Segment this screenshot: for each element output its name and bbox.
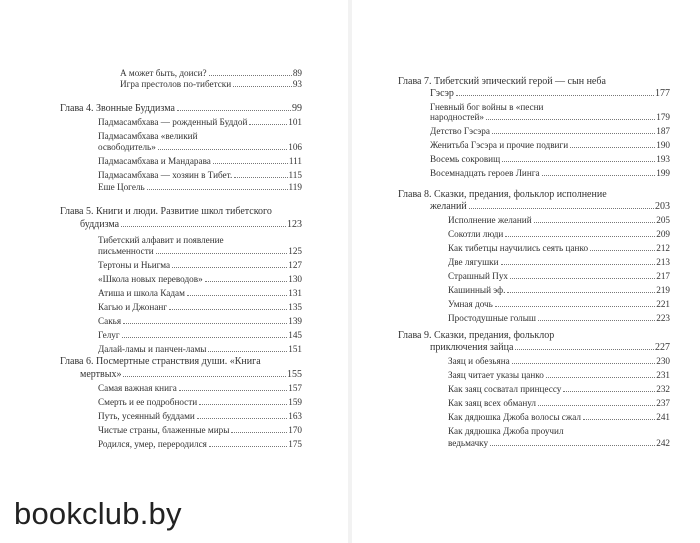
toc-entry — [448, 257, 670, 268]
page-number: 123 — [287, 219, 302, 230]
chapter-line — [430, 88, 670, 99]
dot-leader — [187, 295, 287, 296]
toc-entry — [448, 285, 670, 296]
toc-entry — [448, 384, 670, 395]
dot-leader — [123, 376, 286, 377]
page-number: 155 — [287, 369, 302, 380]
toc-entry — [98, 182, 302, 193]
chapter-line: Глава 8. Сказки, предания, фольклор исполнение — [398, 189, 607, 200]
page-number: 170 — [288, 425, 302, 435]
page-number: 145 — [288, 330, 302, 340]
page-number: 139 — [288, 316, 302, 326]
entry-title: Как заяц всех обманул — [448, 398, 537, 408]
page-number: 217 — [656, 271, 670, 281]
entry-title: Кагью и Джонанг — [98, 302, 168, 312]
dot-leader — [234, 177, 287, 178]
toc-entry — [98, 425, 302, 436]
dot-leader — [158, 149, 287, 150]
page-number: 212 — [656, 243, 670, 253]
page-number: 125 — [288, 246, 302, 256]
page-number: 205 — [656, 215, 670, 225]
page-number: 99 — [292, 103, 302, 114]
page-number: 106 — [288, 142, 302, 152]
chapter-line: Глава 5. Книги и люди. Развитие школ тибетского — [60, 206, 272, 217]
toc-entry — [98, 383, 302, 394]
toc-entry — [430, 126, 670, 137]
dot-leader — [512, 363, 656, 364]
page-number: 242 — [656, 438, 670, 448]
page-number: 213 — [656, 257, 670, 267]
dot-leader — [469, 208, 654, 209]
toc-entry — [448, 215, 670, 226]
page-number: 230 — [656, 356, 670, 366]
toc-entry: Падмасамбхава «великий — [98, 131, 198, 141]
page-number: 119 — [288, 182, 302, 192]
entry-title: Падмасамбхава и Мандарава — [98, 156, 211, 166]
dot-leader — [495, 306, 655, 307]
toc-entry — [98, 156, 302, 167]
entry-title: Как дядюшка Джоба волосы сжал — [448, 412, 581, 422]
dot-leader — [172, 267, 287, 268]
toc-entry — [448, 370, 670, 381]
chapter-line — [60, 103, 302, 114]
entry-title: Путь, усеянный буддами — [98, 411, 195, 421]
entry-title: Две лягушки — [448, 257, 499, 267]
toc-entry — [448, 243, 670, 254]
page-number: 179 — [656, 112, 670, 122]
dot-leader — [121, 226, 286, 227]
dot-leader — [456, 95, 654, 96]
page-number: 219 — [656, 285, 670, 295]
toc-entry — [448, 356, 670, 367]
page-number: 175 — [288, 439, 302, 449]
dot-leader — [208, 351, 287, 352]
dot-leader — [123, 323, 287, 324]
dot-leader — [179, 390, 287, 391]
toc-entry — [98, 439, 302, 450]
page-number: 221 — [656, 299, 670, 309]
toc-entry: Гневный бог войны в «песни — [430, 102, 544, 112]
entry-title: Страшный Пух — [448, 271, 509, 281]
entry-title: мертвых» — [80, 369, 122, 380]
entry-title: Заяц и обезьяна — [448, 356, 510, 366]
page-number: 187 — [656, 126, 670, 136]
entry-title: А может быть, доиси? — [120, 68, 207, 78]
dot-leader — [486, 119, 655, 120]
page-number: 241 — [656, 412, 670, 422]
page-number: 163 — [288, 411, 302, 421]
chapter-line: Глава 7. Тибетский эпический герой — сын неба — [398, 76, 606, 87]
page-number: 193 — [656, 154, 670, 164]
entry-title: Восемь сокровищ — [430, 154, 501, 164]
entry-title: Чистые страны, блаженные миры — [98, 425, 230, 435]
dot-leader — [590, 250, 655, 251]
dot-leader — [231, 432, 287, 433]
toc-entry — [98, 142, 302, 153]
toc-entry — [98, 330, 302, 341]
chapter-line — [430, 342, 670, 353]
entry-title: желаний — [430, 201, 467, 212]
dot-leader — [563, 391, 655, 392]
entry-title: Простодушные голыш — [448, 313, 537, 323]
toc-entry — [98, 274, 302, 285]
entry-title: буддизма — [80, 219, 120, 230]
page-number: 101 — [288, 117, 302, 127]
entry-title: Тертоны и Ньигма — [98, 260, 171, 270]
page-number: 93 — [292, 79, 302, 89]
dot-leader — [542, 175, 656, 176]
entry-title: Падмасамбхава — хозяин в Тибет. — [98, 170, 233, 180]
toc-entry — [448, 398, 670, 409]
dot-leader — [510, 278, 655, 279]
page-number: 190 — [656, 140, 670, 150]
entry-title: Исполнение желаний — [448, 215, 532, 225]
dot-leader — [205, 281, 288, 282]
entry-title: Падмасамбхава — рожденный Буддой — [98, 117, 248, 127]
page-number: 131 — [288, 288, 302, 298]
toc-entry — [98, 260, 302, 271]
toc-entry — [98, 288, 302, 299]
dot-leader — [249, 124, 287, 125]
toc-entry — [98, 302, 302, 313]
dot-leader — [501, 264, 656, 265]
toc-entry — [448, 299, 670, 310]
entry-title: «Школа новых переводов» — [98, 274, 203, 284]
toc-entry — [98, 246, 302, 257]
dot-leader — [507, 292, 655, 293]
toc-entry — [430, 112, 670, 123]
page-number: 115 — [288, 170, 302, 180]
watermark-text: bookclub.by — [14, 496, 182, 531]
entry-title: Умная дочь — [448, 299, 493, 309]
entry-title: Сокотли люди — [448, 229, 504, 239]
page-number: 209 — [656, 229, 670, 239]
page-number: 127 — [288, 260, 302, 270]
entry-title: Заяц читает указы цанко — [448, 370, 544, 380]
page-number: 159 — [288, 397, 302, 407]
entry-title: ведьмачку — [448, 438, 489, 448]
toc-entry — [98, 411, 302, 422]
toc-entry — [448, 271, 670, 282]
page-number: 223 — [656, 313, 670, 323]
toc-entry — [98, 117, 302, 128]
dot-leader — [502, 161, 655, 162]
entry-title: Родился, умер, переродился — [98, 439, 207, 449]
entry-title: Как заяц сосватал принцессу — [448, 384, 562, 394]
entry-title: Кашинный эф. — [448, 285, 506, 295]
toc-entry — [430, 154, 670, 165]
toc-entry — [98, 316, 302, 327]
dot-leader — [199, 404, 287, 405]
entry-title: Далай-ламы и панчен-ламы — [98, 344, 207, 354]
page-number: 89 — [292, 68, 302, 78]
dot-leader — [492, 133, 655, 134]
entry-title: освободитель» — [98, 142, 156, 152]
chapter-line — [80, 369, 302, 380]
dot-leader — [197, 418, 287, 419]
dot-leader — [538, 320, 655, 321]
dot-leader — [213, 163, 288, 164]
page-number: 130 — [288, 274, 302, 284]
entry-title: письменности — [98, 246, 154, 256]
entry-title: Женитьба Гэсэра и прочие подвиги — [430, 140, 569, 150]
toc-entry — [430, 168, 670, 179]
page-number: 111 — [288, 156, 302, 166]
right-page — [352, 0, 700, 543]
left-page — [0, 0, 348, 543]
dot-leader — [147, 189, 288, 190]
entry-title: Глава 4. Звонные Буддизма — [60, 103, 175, 114]
entry-title: Гэсэр — [430, 88, 454, 99]
entry-title: Как тибетцы научились сеять цанко — [448, 243, 589, 253]
entry-title: Детство Гэсэра — [430, 126, 490, 136]
entry-title: Гелуг — [98, 330, 120, 340]
toc-entry — [448, 229, 670, 240]
entry-title: народностей» — [430, 112, 485, 122]
entry-title: приключения зайца — [430, 342, 514, 353]
dot-leader — [209, 75, 292, 76]
page-number: 237 — [656, 398, 670, 408]
dot-leader — [177, 110, 291, 111]
dot-leader — [538, 405, 655, 406]
page-number: 199 — [656, 168, 670, 178]
page-number: 227 — [655, 342, 670, 353]
toc-entry — [448, 412, 670, 423]
toc-entry — [448, 313, 670, 324]
dot-leader — [122, 337, 288, 338]
chapter-line — [430, 201, 670, 212]
toc-entry: Тибетский алфавит и появление — [98, 235, 224, 245]
dot-leader — [546, 377, 655, 378]
toc-entry — [448, 438, 670, 449]
entry-title: Еше Цогель — [98, 182, 145, 192]
chapter-line: Глава 9. Сказки, предания, фольклор — [398, 330, 555, 341]
toc-entry — [430, 140, 670, 151]
page-number: 151 — [288, 344, 302, 354]
dot-leader — [505, 236, 655, 237]
toc-entry — [120, 68, 302, 79]
page-number: 203 — [655, 201, 670, 212]
entry-title: Восемнадцать героев Линга — [430, 168, 540, 178]
toc-entry — [120, 79, 302, 90]
dot-leader — [583, 419, 655, 420]
dot-leader — [490, 445, 655, 446]
entry-title: Сакья — [98, 316, 122, 326]
dot-leader — [169, 309, 287, 310]
page-number: 157 — [288, 383, 302, 393]
dot-leader — [515, 349, 654, 350]
page-number: 135 — [288, 302, 302, 312]
dot-leader — [534, 222, 656, 223]
toc-entry: Как дядюшка Джоба проучил — [448, 426, 564, 436]
page-number: 232 — [656, 384, 670, 394]
entry-title: Самая важная книга — [98, 383, 177, 393]
entry-title: Смерть и ее подробности — [98, 397, 198, 407]
page-number: 177 — [655, 88, 670, 99]
toc-entry — [98, 397, 302, 408]
chapter-line: Глава 6. Посмертные странствия души. «Книга — [60, 356, 261, 367]
chapter-line — [80, 219, 302, 230]
toc-entry — [98, 170, 302, 181]
toc-entry — [98, 344, 302, 355]
entry-title: Атиша и школа Кадам — [98, 288, 185, 298]
page-number: 231 — [656, 370, 670, 380]
dot-leader — [233, 86, 292, 87]
dot-leader — [570, 147, 655, 148]
entry-title: Игра престолов по-тибетски — [120, 79, 232, 89]
dot-leader — [209, 446, 287, 447]
dot-leader — [156, 253, 288, 254]
